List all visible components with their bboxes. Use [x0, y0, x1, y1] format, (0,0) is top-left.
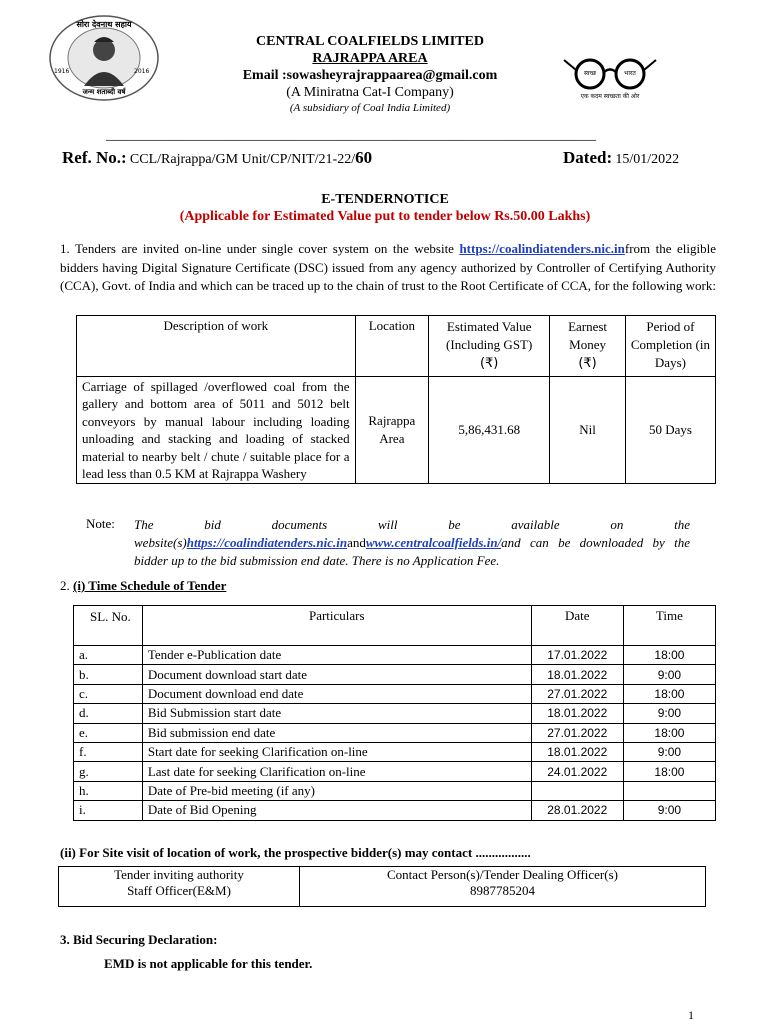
schedule-date: 17.01.2022 — [531, 646, 623, 665]
col-earnest-money: Earnest Money (₹) — [550, 316, 626, 377]
contact-authority-value: Staff Officer(E&M) — [127, 883, 231, 898]
note-label: Note: — [86, 516, 115, 531]
schedule-time: 9:00 — [623, 742, 715, 761]
logo-text-bottom: जन्म शताब्दी वर्ष — [82, 88, 126, 96]
col-date: Date — [531, 606, 623, 646]
contact-authority-header: Tender inviting authority — [114, 867, 244, 882]
schedule-time: 9:00 — [623, 801, 715, 820]
area-name: RAJRAPPA AREA — [312, 51, 428, 66]
schedule-date: 24.01.2022 — [531, 762, 623, 781]
contact-person-value: 8987785204 — [470, 883, 535, 898]
bid-security-heading: 3. Bid Securing Declaration: — [60, 932, 218, 947]
rupee-symbol: (₹) — [479, 356, 499, 371]
schedule-date: 27.01.2022 — [531, 723, 623, 742]
company-type: (A Miniratna Cat-I Company) — [286, 85, 454, 100]
schedule-sl: f. — [74, 742, 143, 761]
logo-text-top: सोरा देवनाथ सहाय — [76, 20, 132, 29]
notice-subtitle: (Applicable for Estimated Value put to tender below Rs.50.00 Lakhs) — [179, 209, 591, 224]
table-row — [74, 665, 716, 684]
note-and: and — [347, 535, 366, 550]
dated-line — [563, 148, 679, 168]
ref-line — [62, 148, 372, 168]
schedule-date: 28.01.2022 — [531, 801, 623, 820]
schedule-header — [74, 606, 716, 646]
work-location: Rajrappa Area — [355, 377, 429, 484]
logo-tagline: एक कदम स्वच्छता की ओर — [580, 93, 640, 100]
col-location: Location — [355, 316, 429, 377]
glasses-word-right: भारत — [624, 70, 636, 77]
ref-label: Ref. No.: — [62, 148, 127, 167]
work-emd: Nil — [550, 377, 626, 484]
table-row — [74, 646, 716, 665]
schedule-particular: Date of Bid Opening — [142, 801, 531, 820]
note-text-1: The bid documents will be available on the website(s) — [134, 517, 690, 550]
schedule-heading-text: (i) Time Schedule of Tender — [73, 578, 227, 593]
col-particulars: Particulars — [142, 606, 531, 646]
coalindia-tenders-link[interactable]: https://coalindiatenders.nic.in — [459, 241, 625, 256]
note-coalindia-link[interactable]: https://coalindiatenders.nic.in — [186, 535, 348, 550]
schedule-heading-number: 2. — [60, 578, 70, 593]
schedule-particular: Start date for seeking Clarification on-line — [142, 742, 531, 761]
contact-authority-cell — [59, 867, 300, 907]
col-estimated-value: Estimated Value (Including GST) (₹) — [429, 316, 550, 377]
org-name: CENTRAL COALFIELDS LIMITED — [256, 34, 484, 49]
logo-year-left: 1916 — [54, 68, 70, 75]
work-value: 5,86,431.68 — [429, 377, 550, 484]
schedule-sl: g. — [74, 762, 143, 781]
left-logo — [48, 14, 160, 102]
schedule-particular: Document download start date — [142, 665, 531, 684]
dated-label: Dated: — [563, 148, 613, 167]
para-1-text: from the eligible bidders having Digital Signature Certificate (DSC) issued from any agency authorized by Controller of Certifying Authority (CCA), Govt. of India and which can be traced up to the chain of trust to the Root Certificate of CCA, for the following work: — [60, 241, 717, 293]
contact-person-header: Contact Person(s)/Tender Dealing Officer(s) — [387, 867, 618, 882]
note-text — [134, 516, 690, 570]
schedule-time: 18:00 — [623, 646, 715, 665]
schedule-table — [73, 605, 716, 821]
contact-table — [58, 866, 706, 907]
subsidiary: (A subsidiary of Coal India Limited) — [289, 102, 451, 114]
right-logo — [558, 54, 662, 104]
work-period: 50 Days — [625, 377, 715, 484]
col-time: Time — [623, 606, 715, 646]
schedule-date: 18.01.2022 — [531, 704, 623, 723]
schedule-particular: Date of Pre-bid meeting (if any) — [142, 781, 531, 800]
schedule-sl: d. — [74, 704, 143, 723]
schedule-sl: i. — [74, 801, 143, 820]
note-text-2: and can be downloaded by the bidder up to the bid submission end date. There is no Application Fee. — [134, 535, 690, 568]
ref-number: 60 — [355, 148, 373, 167]
schedule-heading — [60, 578, 226, 594]
schedule-particular: Tender e-Publication date — [142, 646, 531, 665]
schedule-time: 18:00 — [623, 762, 715, 781]
schedule-date: 18.01.2022 — [531, 665, 623, 684]
table-row — [74, 762, 716, 781]
table-row — [74, 704, 716, 723]
rupee-symbol: (₹) — [578, 356, 597, 371]
header-divider: ______________________________________________________________________ — [106, 128, 596, 143]
schedule-time: 18:00 — [623, 723, 715, 742]
col-description: Description of work — [77, 316, 356, 377]
schedule-particular: Bid Submission start date — [142, 704, 531, 723]
schedule-time — [623, 781, 715, 800]
ref-value: CCL/Rajrappa/GM Unit/CP/NIT/21-22/ — [129, 152, 356, 167]
schedule-sl: a. — [74, 646, 143, 665]
schedule-sl: b. — [74, 665, 143, 684]
notice-title: E-TENDERNOTICE — [321, 192, 449, 207]
contact-row — [59, 867, 706, 907]
col-sl: SL. No. — [74, 606, 143, 646]
page-number: 1 — [688, 1008, 694, 1022]
para-1-prefix: 1. Tenders are invited on-line under single cover system on the website — [60, 241, 460, 256]
schedule-particular: Document download end date — [142, 684, 531, 703]
table-row — [74, 723, 716, 742]
table-row — [74, 781, 716, 800]
email: Email :sowasheyrajrappaarea@gmail.com — [242, 68, 498, 83]
table-row — [74, 801, 716, 820]
table-row — [74, 684, 716, 703]
schedule-particular: Bid submission end date — [142, 723, 531, 742]
schedule-time: 18:00 — [623, 684, 715, 703]
schedule-time: 9:00 — [623, 704, 715, 723]
work-description: Carriage of spillaged /overflowed coal from the gallery and bottom area of 5011 and 5012 belt conveyors by manual labour including loading unloading and stacking and loading of stacked material to nearby belt / chute / suitable place for a lead less than 0.5 KM at Rajrappa Washery — [77, 377, 356, 484]
para-1 — [60, 240, 716, 296]
glasses-word-left: स्वच्छ — [583, 70, 597, 77]
schedule-sl: h. — [74, 781, 143, 800]
schedule-date: 18.01.2022 — [531, 742, 623, 761]
work-table-header — [77, 316, 716, 377]
work-table — [76, 315, 716, 484]
bid-security-text: EMD is not applicable for this tender. — [104, 956, 313, 971]
schedule-date: 27.01.2022 — [531, 684, 623, 703]
schedule-time: 9:00 — [623, 665, 715, 684]
schedule-sl: e. — [74, 723, 143, 742]
work-table-row — [77, 377, 716, 484]
contact-person-cell — [300, 867, 706, 907]
table-row — [74, 742, 716, 761]
swachh-bharat-glasses-icon — [558, 54, 662, 90]
schedule-particular: Last date for seeking Clarification on-line — [142, 762, 531, 781]
col-period: Period of Completion (in Days) — [625, 316, 715, 377]
logo-year-right: 2016 — [134, 68, 150, 75]
centralcoalfields-link[interactable]: www.centralcoalfields.in/ — [365, 535, 502, 550]
schedule-body — [74, 646, 716, 821]
schedule-date — [531, 781, 623, 800]
schedule-sl: c. — [74, 684, 143, 703]
site-visit-heading: (ii) For Site visit of location of work, the prospective bidder(s) may contact ................. — [60, 845, 531, 860]
dated-value: 15/01/2022 — [615, 152, 680, 167]
